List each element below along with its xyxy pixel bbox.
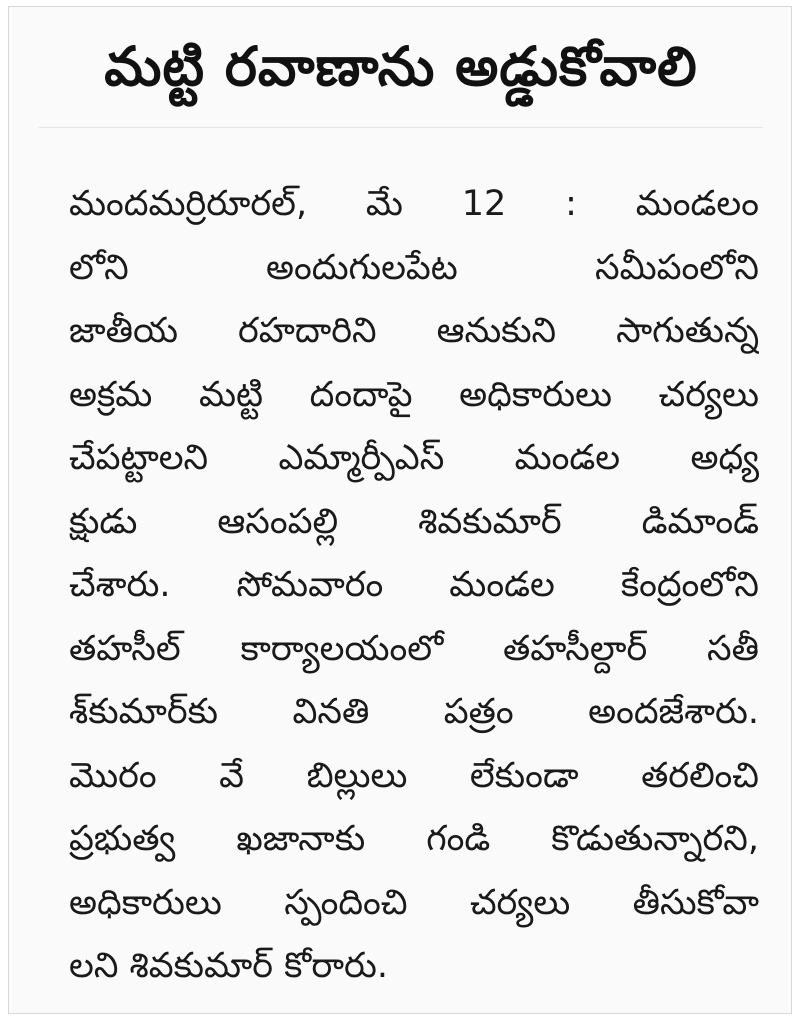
article-line: చేశారు. సోమవారం మండల కేంద్రంలోని (69, 565, 759, 605)
headline-divider (39, 127, 763, 128)
article-line: లని శివకుమార్‌ కోరారు. (69, 946, 388, 986)
article-line: శ్‌కుమార్‌కు వినతి పత్రం అందజేశారు. (69, 692, 759, 732)
article-line: జాతీయ రహదారిని ఆనుకుని సాగుతున్న (69, 311, 759, 351)
headline: మట్టి రవాణాను అడ్డుకోవాలి (104, 35, 698, 98)
article-line: తహసీల్‌ కార్యాలయంలో తహసీల్దార్‌ సతీ (69, 628, 759, 669)
article-line: ప్రభుత్వ ఖజానాకు గండి కొడుతున్నారని, (69, 819, 759, 859)
news-clipping (8, 6, 792, 1014)
article-line: క్షుడు ఆసంపల్లి శివకుమార్‌ డిమాండ్‌ (69, 501, 759, 542)
article-line: చేపట్టాలని ఎమ్మార్పీఎస్‌ మండల అధ్య (69, 438, 759, 478)
article-body (69, 173, 759, 999)
article-line: అక్రమ మట్టి దందాపై అధికారులు చర్యలు (69, 374, 759, 415)
article-line: లోని అందుగులపేట సమీపంలోని (69, 247, 759, 288)
article-line: అధికారులు స్పందించి చర్యలు తీసుకోవా (69, 882, 759, 923)
article-line: మొరం వే బిల్లులు లేకుండా తరలించి (69, 755, 759, 796)
article-line: మందమర్రిరూరల్‌, మే 12 : మండలం (69, 184, 759, 224)
